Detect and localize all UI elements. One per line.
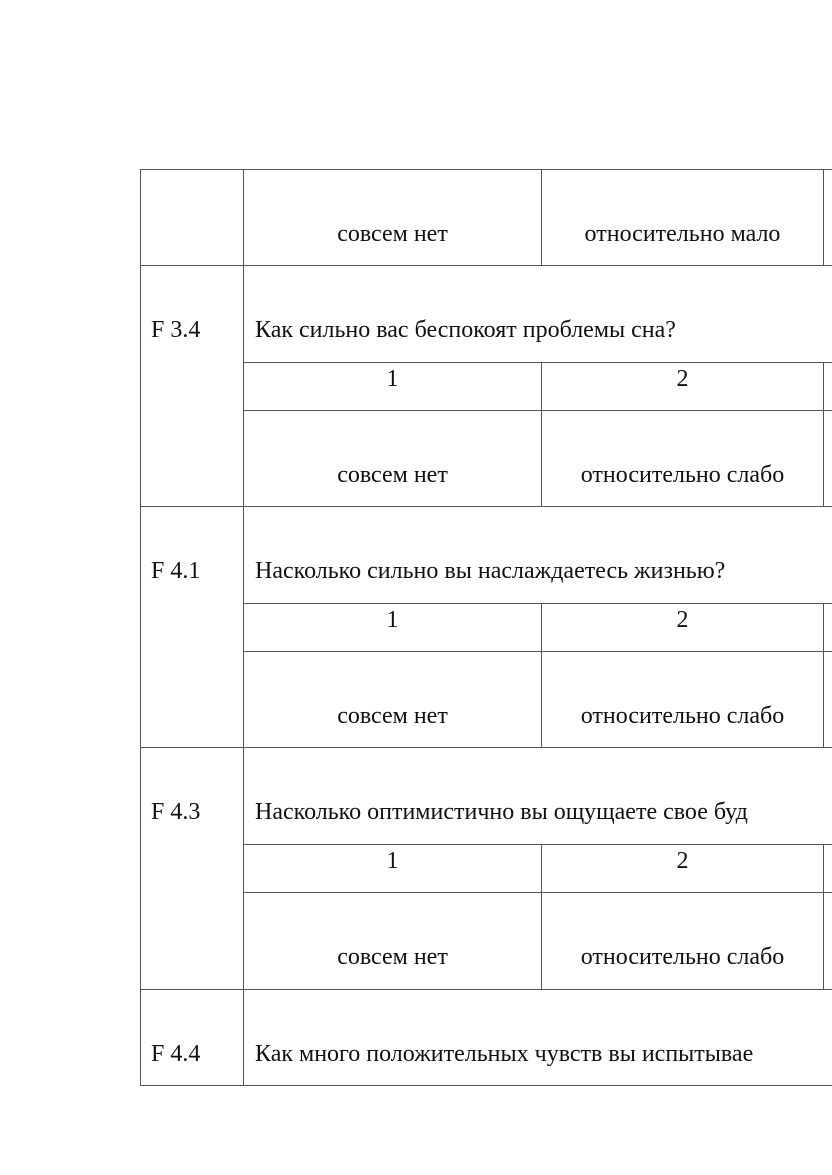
item-question-f34: Как сильно вас беспокоят проблемы сна? [255,317,676,343]
scale-row-border-f34-top [243,362,832,363]
item-code-f34: F 3.4 [151,317,201,343]
item-question-f41: Насколько сильно вы наслаждаетесь жизнью? [255,558,726,584]
scale-value-f43-1: 1 [386,848,399,874]
answer-column-divider-header [541,169,542,266]
next-column-divider-f34 [823,362,824,507]
label-row-border-f34-top [243,410,832,411]
next-column-divider-f41 [823,603,824,748]
scale-label-f43-2: относительно слабо [580,944,785,970]
item-code-f41: F 4.1 [151,558,201,584]
item-question-f44: Как много положительных чувств вы испытывае [255,1041,754,1067]
scale-label-f41-1: совсем нет [337,703,448,729]
header-label-2: относительно мало [584,221,781,247]
scale-value-f41-2: 2 [676,607,689,633]
scale-label-f41-2: относительно слабо [580,703,785,729]
scale-value-f41-1: 1 [386,607,399,633]
scale-label-f43-1: совсем нет [337,944,448,970]
scale-row-border-f41-top [243,603,832,604]
table-left-border [140,169,141,1086]
item-question-f43: Насколько оптимистично вы ощущаете свое буд [255,799,748,825]
next-column-divider-f43 [823,844,824,990]
item-code-f44: F 4.4 [151,1041,201,1067]
scale-value-f34-1: 1 [386,366,399,392]
scale-value-f43-2: 2 [676,848,689,874]
item-code-f43: F 4.3 [151,799,201,825]
next-column-divider-header [823,169,824,266]
header-label-1: совсем нет [337,221,448,247]
label-row-border-f43-top [243,892,832,893]
scale-label-f34-1: совсем нет [337,462,448,488]
scale-value-f34-2: 2 [676,366,689,392]
label-row-border-f41-top [243,651,832,652]
scale-row-border-f43-top [243,844,832,845]
scale-label-f34-2: относительно слабо [580,462,785,488]
